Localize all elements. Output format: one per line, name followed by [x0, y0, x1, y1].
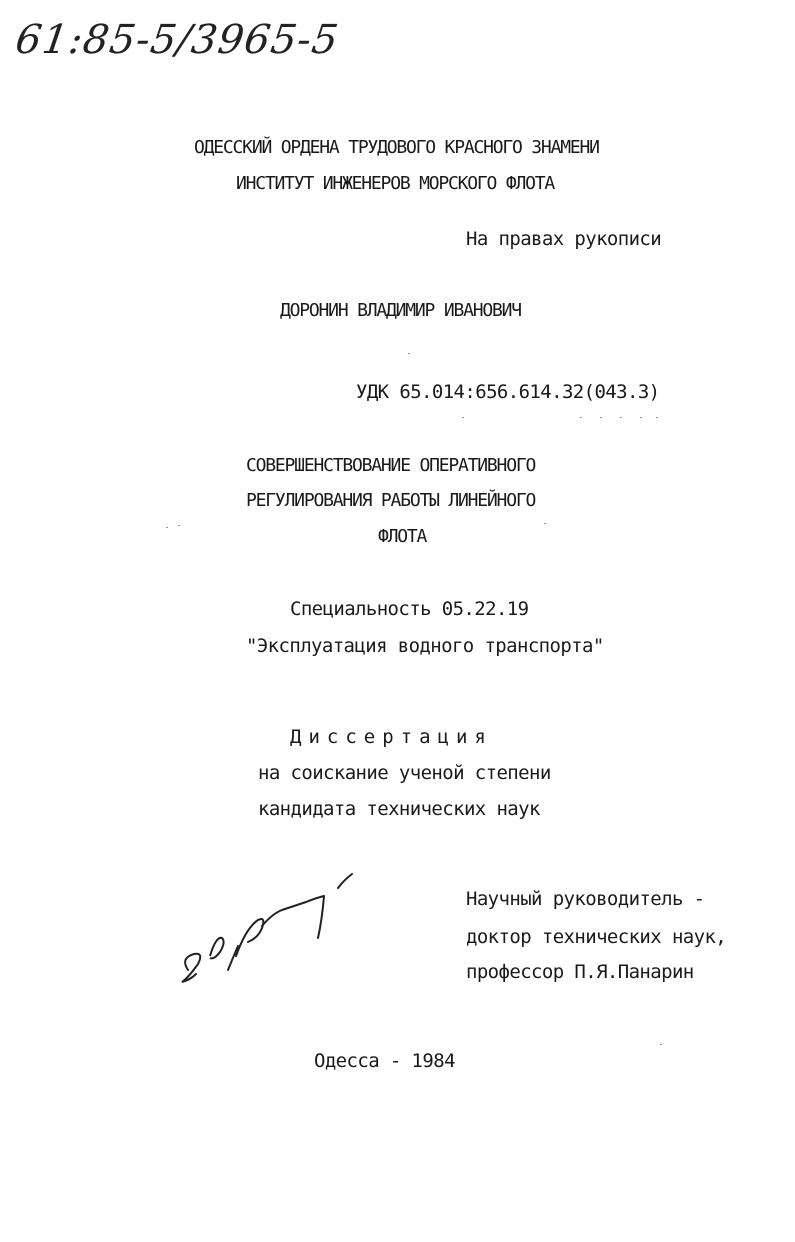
title-line-1: СОВЕРШЕНСТВОВАНИЕ ОПЕРАТИВНОГО: [246, 455, 536, 476]
dissertation-heading: Диссертация: [290, 726, 493, 748]
institute-line-2: ИНСТИТУТ ИНЖЕНЕРОВ МОРСКОГО ФЛОТА: [236, 173, 555, 194]
author-name: ДОРОНИН ВЛАДИМИР ИВАНОВИЧ: [280, 300, 521, 321]
specialty-code: Специальность 05.22.19: [290, 598, 529, 620]
supervisor-line-2: доктор технических наук,: [466, 926, 727, 948]
supervisor-line-1: Научный руководитель -: [466, 888, 705, 910]
institute-line-1: ОДЕССКИЙ ОРДЕНА ТРУДОВОГО КРАСНОГО ЗНАМЕНИ: [194, 137, 599, 158]
manuscript-note: На правах рукописи: [466, 228, 662, 250]
supervisor-line-3: профессор П.Я.Панарин: [466, 961, 694, 983]
title-line-2: РЕГУЛИРОВАНИЯ РАБОТЫ ЛИНЕЙНОГО: [246, 490, 536, 511]
handwritten-signature: [170, 860, 370, 1010]
archive-mark: 61:85-5/3965-5: [12, 17, 342, 63]
dissertation-line-2: кандидата технических наук: [258, 798, 540, 820]
udc-code: УДК 65.014:656.614.32(043.3): [356, 381, 660, 403]
place-and-year: Одесса - 1984: [314, 1050, 455, 1072]
specialty-name: "Эксплуатация водного транспорта": [246, 635, 604, 657]
title-line-3: ФЛОТА: [378, 526, 427, 547]
dissertation-line-1: на соискание ученой степени: [258, 762, 551, 784]
